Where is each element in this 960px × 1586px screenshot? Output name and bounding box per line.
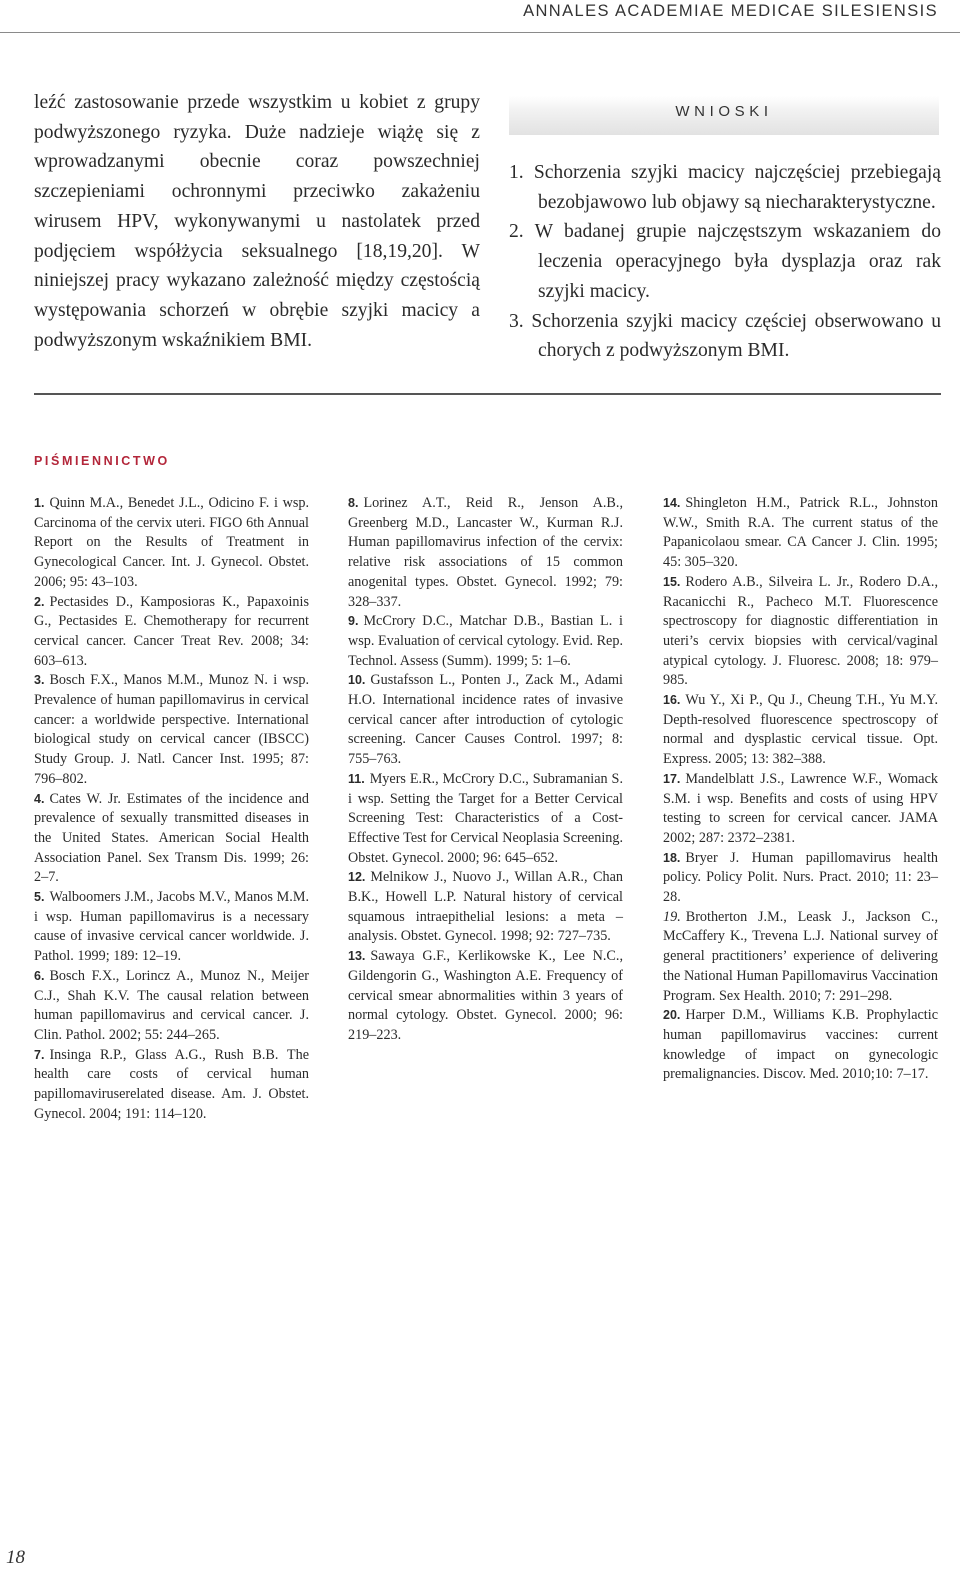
reference-item: [348, 868, 623, 947]
conclusions-title: WNIOSKI: [675, 103, 773, 120]
reference-number: 10.: [348, 673, 366, 688]
reference-item: [34, 671, 309, 789]
reference-number: 19.: [663, 908, 681, 925]
reference-item: [663, 573, 938, 691]
reference-item: [348, 947, 623, 1046]
reference-number: 12.: [348, 870, 366, 885]
reference-text: Brotherton J.M., Leask J., Jackson C., McCaffery K., Trevena L.J. National survey of general practitioners’ experience of delivering the National Human Papillomavirus Vaccination Program. Sex Health. 2010; 7: 291–298.: [663, 908, 938, 1004]
reference-item: [34, 1046, 309, 1125]
reference-item: [34, 790, 309, 889]
reference-number: 9.: [348, 614, 359, 629]
reference-number: 5.: [34, 890, 45, 905]
reference-item: [663, 494, 938, 573]
reference-text: Mandelblatt J.S., Lawrence W.F., Womack S.M. i wsp. Benefits and costs of using HPV testing to screen for cervical cancer. JAMA 2002; 287: 2372–2381.: [663, 770, 938, 846]
header-divider: [0, 32, 960, 33]
body-paragraph: leźć zastosowanie przede wszystkim u kobiet z grupy podwyższonego ryzyka. Duże nadzieje wiążę się z wprowadzanymi obecnie coraz powszechniej szczepieniami ochronnymi przeciwko zakażeniu wirusem HPV, wykonywanymi u nastolatek przed podjęciem współżycia seksualnego [18,19,20]. W niniejszej pracy wykazano zależność między częstością występowania schorzeń w obrębie szyjki macicy a podwyższonym wskaźnikiem BMI.: [34, 92, 480, 351]
reference-text: Gustafsson L., Ponten J., Zack M., Adami H.O. International incidence rates of invasive cervical cancer after introduction of cytologic screening. Cancer Causes Control. 1997; 8: 755–763.: [348, 672, 623, 768]
reference-number: 14.: [663, 496, 681, 510]
reference-number: 11.: [348, 771, 365, 786]
references-column-2: [348, 494, 623, 1046]
reference-number: 17.: [663, 771, 681, 786]
reference-text: Bosch F.X., Lorincz A., Munoz N., Meijer C.J., Shah K.V. The causal relation between human papillomavirus and cervical cancer. J. Clin. Pathol. 2002; 55: 244–265.: [34, 967, 309, 1043]
reference-text: Harper D.M., Williams K.B. Prophylactic human papillomavirus vaccines: current knowledge of impact on gynecologic premalignancies. Discov. Med. 2010;10: 7–17.: [663, 1007, 938, 1083]
reference-number: 20.: [663, 1008, 681, 1023]
reference-text: McCrory D.C., Matchar D.B., Bastian L. i wsp. Evaluation of cervical cytology. Evid. Rep. Technol. Assess (Summ). 1999; 5: 1–6.: [348, 613, 623, 669]
reference-item: [663, 691, 938, 770]
reference-text: Sawaya G.F., Kerlikowske K., Lee N.C., Gildengorin G., Washington A.E. Frequency of cervical smear abnormalities within 3 years of normal cytology. Obstet. Gynecol. 2000; 96: 219–223.: [348, 948, 623, 1043]
reference-text: Bryer J. Human papillomavirus health policy. Policy Polit. Nurs. Pract. 2010; 11: 23–28.: [663, 849, 938, 906]
reference-text: Insinga R.P., Glass A.G., Rush B.B. The health care costs of cervical human papillomaviruserelated disease. Am. J. Obstet. Gynecol. 2004; 191: 114–120.: [34, 1046, 309, 1122]
conclusion-item: 1. Schorzenia szyjki macicy najczęściej przebiegają bezobjawowo lub objawy są niecharakterystyczne.: [509, 162, 941, 213]
reference-number: 15.: [663, 574, 681, 589]
conclusions-header-bar: [509, 96, 939, 135]
reference-item: [348, 671, 623, 770]
conclusion-item: 2. W badanej grupie najczęstszym wskazaniem do leczenia operacyjnego była dysplazja oraz rak szyjki macicy.: [509, 221, 941, 302]
reference-text: Melnikow J., Nuovo J., Willan A.R., Chan B.K., Howell L.P. Natural history of cervical squamous intraepithelial lesions: a meta – analysis. Obstet. Gynecol. 1998; 92: 727–735.: [348, 869, 623, 945]
section-divider: [34, 393, 941, 395]
references-column-1: [34, 494, 309, 1125]
reference-text: Bosch F.X., Manos M.M., Munoz N. i wsp. Prevalence of human papillomavirus in cervical cancer: a worldwide perspective. International biological study on cervical cancer (IBSCC) Study Group. J. Natl. Cancer Inst. 1995; 87: 796–802.: [34, 672, 309, 787]
reference-item: [34, 888, 309, 967]
reference-number: 1.: [34, 496, 45, 510]
reference-item: [663, 908, 938, 1007]
reference-number: 16.: [663, 693, 681, 708]
reference-item: [34, 593, 309, 672]
reference-text: Rodero A.B., Silveira L. Jr., Rodero D.A., Racanicchi R., Pacheco M.T. Fluorescence spectroscopy for diagnostic differentiation in uteri’s cervix biopsies with cervical/vaginal atypical cytology. J. Fluoresc. 2008; 18: 979–985.: [663, 573, 938, 689]
reference-item: [34, 494, 309, 593]
reference-number: 2.: [34, 594, 45, 609]
reference-text: Wu Y., Xi P., Qu J., Cheung T.H., Yu M.Y. Depth-resolved fluorescence spectroscopy of normal and dysplastic cervical tissue. Opt. Express. 2005; 13: 382–388.: [663, 692, 938, 768]
reference-number: 6.: [34, 968, 45, 983]
page-number: 18: [6, 1547, 25, 1568]
conclusion-item: 3. Schorzenia szyjki macicy częściej obserwowano u chorych z podwyższonym BMI.: [509, 310, 941, 362]
reference-text: Shingleton H.M., Patrick R.L., Johnston W.W., Smith R.A. The current status of the Papanicolaou smear. CA Cancer J. Clin. 1995; 45: 305–320.: [663, 495, 938, 571]
reference-text: Pectasides D., Kamposioras K., Papaxoinis G., Pectasides E. Chemotherapy for recurrent cervical cancer. Cancer Treat Rev. 2008; 34: 603–613.: [34, 593, 309, 669]
reference-number: 7.: [34, 1047, 45, 1062]
reference-item: [663, 770, 938, 849]
reference-number: 18.: [663, 850, 681, 865]
references-column-3: [663, 494, 938, 1085]
journal-title: ANNALES ACADEMIAE MEDICAE SILESIENSIS: [523, 2, 938, 20]
reference-item: [663, 1006, 938, 1085]
reference-item: [348, 494, 623, 612]
references-heading: PIŚMIENNICTWO: [34, 454, 170, 468]
reference-item: [34, 967, 309, 1046]
reference-item: [663, 849, 938, 908]
reference-text: Walboomers J.M., Jacobs M.V., Manos M.M. i wsp. Human papillomavirus is a necessary cause of invasive cervical cancer worldwide. J. Pathol. 1999; 189: 12–19.: [34, 889, 309, 965]
reference-item: [348, 770, 623, 869]
conclusions-list: [509, 158, 941, 366]
reference-text: Myers E.R., McCrory D.C., Subramanian S. i wsp. Setting the Target for a Better Cervical Screening Test: Characteristics of a Cost-Effective Test for Cervical Neoplasia Screening. Obstet. Gynecol. 2000; 96: 645–652.: [348, 770, 623, 866]
reference-number: 4.: [34, 791, 45, 806]
reference-number: 13.: [348, 949, 366, 964]
reference-item: [348, 612, 623, 671]
reference-text: Quinn M.A., Benedet J.L., Odicino F. i wsp. Carcinoma of the cervix uteri. FIGO 6th Annual Report on the Results of Treatment in Gynecological Cancer. Int. J. Gynecol. Obstet. 2006; 95: 43–103.: [34, 495, 309, 590]
reference-text: Cates W. Jr. Estimates of the incidence and prevalence of sexually transmitted diseases in the United States. American Social Health Association Panel. Sex Transm Dis. 1999; 26: 2–7.: [34, 790, 309, 886]
reference-number: 3.: [34, 673, 45, 688]
reference-number: 8.: [348, 496, 359, 510]
reference-text: Lorinez A.T., Reid R., Jenson A.B., Greenberg M.D., Lancaster W., Kurman R.J. Human papillomavirus infection of the cervix: relative risk associations of 15 common anogenital types. Obstet. Gynecol. 1992; 79: 328–337.: [348, 495, 623, 610]
